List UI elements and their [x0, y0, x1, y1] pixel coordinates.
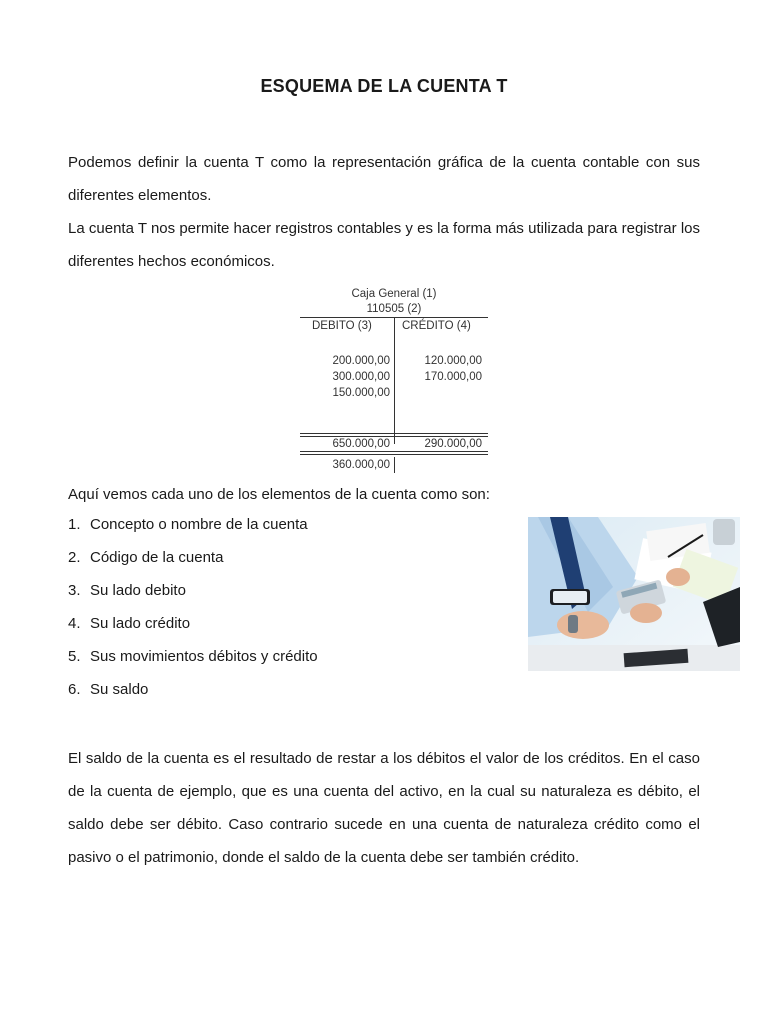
intro-paragraph-2: La cuenta T nos permite hacer registros contables y es la forma más utilizada para registrar los diferentes hechos económicos. [68, 220, 700, 270]
balance-line [300, 454, 488, 455]
elements-list [68, 508, 318, 706]
list-number: 5. [68, 648, 81, 665]
t-account [300, 287, 488, 477]
credit-entry: 120.000,00 [424, 355, 482, 367]
t-account-body [300, 317, 488, 477]
intro-paragraph-1: Podemos definir la cuenta T como la representación gráfica de la cuenta contable con sus diferentes elementos. [68, 154, 700, 204]
list-text: Su saldo [90, 681, 149, 698]
debit-total: 650.000,00 [332, 438, 390, 450]
debit-entry: 200.000,00 [332, 355, 390, 367]
list-item [68, 541, 318, 574]
accounting-photo [528, 517, 740, 671]
account-code: 110505 (2) [366, 303, 422, 315]
t-vertical-line-balance [394, 457, 395, 473]
t-vertical-line [394, 317, 395, 444]
list-text: Código de la cuenta [90, 549, 224, 566]
list-number: 3. [68, 582, 81, 599]
accounting-illustration [528, 517, 740, 671]
list-item [68, 607, 318, 640]
list-number: 2. [68, 549, 81, 566]
list-item [68, 673, 318, 706]
total-line [300, 433, 488, 434]
page-title: ESQUEMA DE LA CUENTA T [260, 76, 508, 96]
list-item [68, 640, 318, 673]
balance-line [300, 451, 488, 452]
list-text: Sus movimientos débitos y crédito [90, 648, 318, 665]
debit-header: DEBITO (3) [312, 320, 372, 332]
conclusion-paragraph: El saldo de la cuenta es el resultado de restar a los débitos el valor de los créditos. En el caso de la cuenta de ejemplo, que es una cuenta del activo, en la cual su naturaleza es débito, el saldo debe ser débito. Caso contrario sucede en una cuenta de naturaleza crédito como el pasivo o el patrimonio, donde el saldo de la cuenta debe ser también crédito. [68, 750, 700, 866]
list-number: 6. [68, 681, 81, 698]
list-item [68, 508, 318, 541]
list-item [68, 574, 318, 607]
list-number: 4. [68, 615, 81, 632]
debit-entry: 300.000,00 [332, 371, 390, 383]
credit-entry: 170.000,00 [424, 371, 482, 383]
account-balance: 360.000,00 [332, 459, 390, 471]
elements-intro: Aquí vemos cada uno de los elementos de la cuenta como son: [68, 486, 490, 503]
credit-total: 290.000,00 [424, 438, 482, 450]
list-text: Su lado debito [90, 582, 186, 599]
list-number: 1. [68, 516, 81, 533]
list-text: Su lado crédito [90, 615, 191, 632]
list-text: Concepto o nombre de la cuenta [90, 516, 308, 533]
debit-entry: 150.000,00 [332, 387, 390, 399]
account-name: Caja General (1) [351, 288, 437, 300]
credit-header: CRÉDITO (4) [402, 320, 471, 332]
